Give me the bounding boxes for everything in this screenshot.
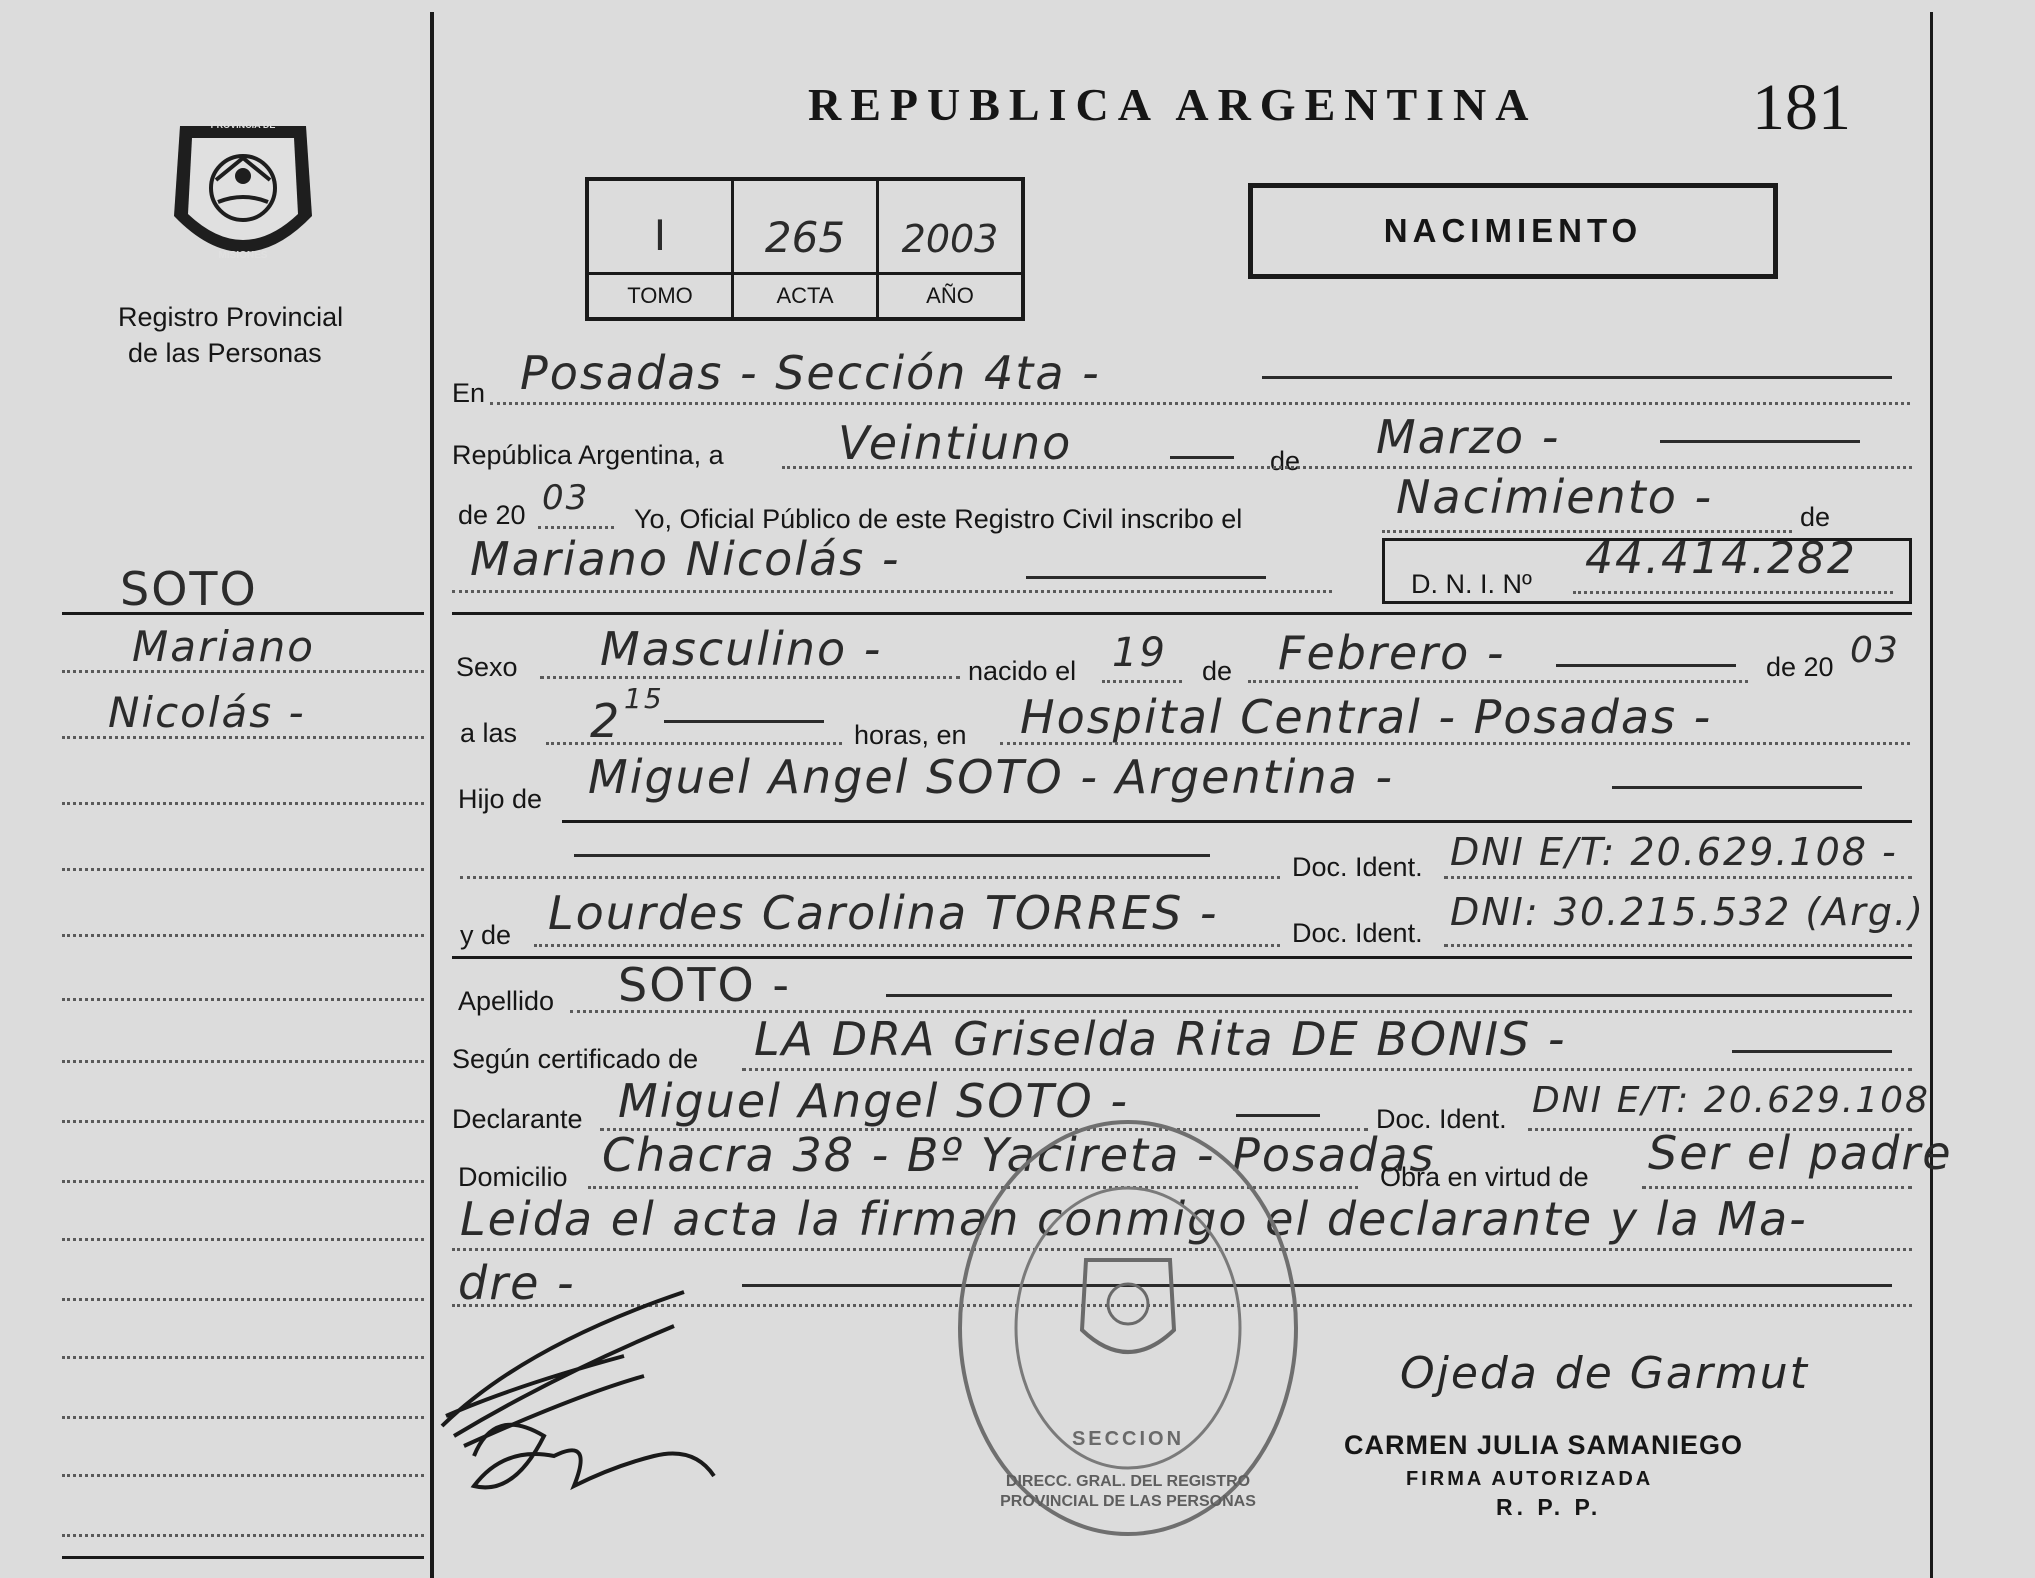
document-title: REPUBLICA ARGENTINA — [808, 79, 1538, 130]
day-dash — [1170, 456, 1234, 459]
section-rule-1 — [452, 612, 1912, 615]
child-name-value: Mariano Nicolás - — [470, 532, 901, 586]
page-number: 181 — [1752, 71, 1851, 144]
sidebar-rule — [62, 1474, 424, 1477]
year-prefix-label: de 20 — [458, 500, 526, 530]
stamp-text: DIRECC. GRAL. DEL REGISTRO PROVINCIAL DE LAS PERSONAS — [1000, 1473, 1256, 1510]
inscribo-label: Yo, Oficial Público de este Registro Civil inscribo el — [634, 504, 1243, 534]
acta-label: ACTA — [734, 272, 876, 317]
handwritten-signature-icon — [434, 1286, 744, 1516]
apellido-value: SOTO - — [618, 958, 791, 1012]
official-name: CARMEN JULIA SAMANIEGO — [1344, 1430, 1744, 1460]
certificado-label: Según certificado de — [452, 1044, 699, 1074]
domicilio-value: Chacra 38 - Bº Yacireta - Posadas — [602, 1128, 1436, 1182]
act-type-value: Nacimiento - — [1396, 470, 1714, 524]
domicilio-label: Domicilio — [458, 1162, 568, 1192]
official-role: FIRMA AUTORIZADA — [1406, 1468, 1654, 1490]
birth-month-dash — [1556, 664, 1736, 667]
horas-label: horas, en — [854, 720, 967, 750]
leido-line-2: dre - — [458, 1256, 576, 1310]
sidebar-surname-rule — [62, 612, 424, 615]
right-margin-rule — [1930, 12, 1933, 1578]
dni-rule — [1573, 591, 1893, 594]
sidebar-rule — [62, 1060, 424, 1063]
declarante-label: Declarante — [452, 1104, 583, 1134]
sidebar-rule — [62, 736, 424, 739]
mother-doc-rule — [1444, 944, 1912, 947]
sidebar-rule — [62, 1416, 424, 1419]
sidebar-first-name: Mariano — [132, 622, 315, 671]
acta-value: 265 — [764, 213, 846, 262]
birth-day-value: 19 — [1112, 630, 1167, 676]
sexo-rule — [540, 676, 960, 679]
birth-month-value: Febrero - — [1278, 626, 1506, 680]
birth-day-rule — [1102, 680, 1182, 683]
ano-value: 2003 — [901, 217, 999, 261]
province-seal-icon — [166, 106, 320, 274]
birth-month-rule — [1248, 680, 1748, 683]
hour-value: 2 — [590, 694, 622, 748]
dni-value: 44.414.282 — [1585, 533, 1857, 584]
sidebar-rule — [62, 670, 424, 673]
mother-doc-value: DNI: 30.215.532 (Arg.) — [1450, 890, 1925, 934]
doc-ident-label-declarante: Doc. Ident. — [1376, 1104, 1507, 1134]
seal-top-text: PROVINCIA DE — [210, 120, 276, 130]
hour-rule — [546, 742, 842, 745]
record-number-table — [585, 177, 1025, 321]
stamp-inner-text: SECCION — [1071, 1428, 1185, 1450]
registry-seal — [166, 106, 320, 274]
declarante-value: Miguel Angel SOTO - — [618, 1074, 1129, 1128]
acta-cell — [734, 181, 879, 317]
doc-ident-label-mother: Doc. Ident. — [1292, 918, 1423, 948]
tomo-cell — [589, 181, 734, 317]
child-name-dash — [1026, 576, 1266, 579]
tomo-value: I — [653, 211, 667, 260]
month-dash — [1660, 440, 1860, 443]
de-label-2: de — [1800, 502, 1831, 532]
registry-name-line1: Registro Provincial — [118, 302, 344, 332]
official-org: R. P. P. — [1496, 1494, 1602, 1520]
en-label: En — [452, 378, 486, 408]
sidebar-rule — [62, 1298, 424, 1301]
republica-label: República Argentina, a — [452, 440, 724, 470]
sidebar-rule — [62, 802, 424, 805]
father-extra-dash — [574, 854, 1210, 857]
certificante-rule — [742, 1068, 1912, 1071]
tomo-label: TOMO — [589, 272, 731, 317]
sexo-value: Masculino - — [600, 622, 883, 676]
month-value: Marzo - — [1376, 410, 1561, 464]
hour-minutes-value: 15 — [624, 682, 664, 715]
sidebar-rule — [62, 1534, 424, 1537]
certificante-value: LA DRA Griselda Rita DE BONIS - — [754, 1012, 1567, 1066]
sidebar-middle-name: Nicolás - — [108, 688, 306, 737]
year-suffix-value: 03 — [542, 478, 590, 518]
official-signature: Ojeda de Garmut — [1400, 1348, 1809, 1399]
father-extra-rule — [460, 876, 1280, 879]
hijo-label: Hijo de — [458, 784, 543, 814]
father-rule — [562, 820, 1912, 823]
sidebar-rule — [62, 1356, 424, 1359]
obra-value: Ser el padre — [1648, 1126, 1953, 1180]
doc-type-box — [1248, 183, 1778, 279]
y-de-label: y de — [460, 920, 512, 950]
sidebar-surname: SOTO — [120, 562, 258, 616]
sidebar-rule — [62, 934, 424, 937]
obra-label: Obra en virtud de — [1380, 1162, 1589, 1192]
nacido-label: nacido el — [968, 656, 1077, 686]
registry-name-line2: de las Personas — [128, 338, 322, 368]
father-value: Miguel Angel SOTO - Argentina - — [588, 750, 1395, 804]
hour-dash — [664, 720, 824, 723]
official-stamp — [952, 1112, 1304, 1544]
sidebar-rule — [62, 1238, 424, 1241]
place-rule — [490, 402, 1910, 405]
father-doc-rule — [1444, 876, 1912, 879]
apellido-label: Apellido — [458, 986, 555, 1016]
seal-bottom-text: MISIONES — [218, 250, 268, 261]
place-value: Posadas - Sección 4ta - — [520, 346, 1101, 400]
year-rule — [538, 526, 614, 529]
declarant-signature — [434, 1286, 744, 1516]
declarante-doc-value: DNI E/T: 20.629.108 — [1532, 1080, 1930, 1121]
dni-label: D. N. I. Nº — [1411, 569, 1532, 599]
sexo-label: Sexo — [456, 652, 518, 682]
ano-label: AÑO — [879, 272, 1021, 317]
republica-rule — [782, 466, 1912, 469]
birthplace-value: Hospital Central - Posadas - — [1020, 690, 1713, 744]
certificante-dash — [1732, 1050, 1892, 1053]
mother-value: Lourdes Carolina TORRES - — [548, 886, 1219, 940]
leido-dash — [742, 1284, 1892, 1287]
sidebar-rule — [62, 998, 424, 1001]
apellido-dash — [886, 994, 1892, 997]
de-20-label: de 20 — [1766, 652, 1834, 682]
de-label-3: de — [1202, 656, 1233, 686]
father-dash — [1612, 786, 1862, 789]
sidebar-rule — [62, 868, 424, 871]
sidebar-rule — [62, 1120, 424, 1123]
place-dash — [1262, 376, 1892, 379]
child-name-rule — [452, 590, 1332, 593]
ano-cell — [879, 181, 1021, 317]
de-label: de — [1270, 446, 1301, 476]
leido-line-1: Leida el acta la firman conmigo el declarante y la Ma- — [460, 1192, 1808, 1246]
doc-type-label: NACIMIENTO — [1383, 212, 1643, 249]
day-value: Veintiuno — [838, 416, 1073, 470]
a-las-label: a las — [460, 718, 518, 748]
mother-rule — [534, 944, 1280, 947]
birth-year-value: 03 — [1850, 630, 1900, 671]
obra-rule — [1642, 1186, 1912, 1189]
father-doc-value: DNI E/T: 20.629.108 - — [1450, 830, 1898, 874]
dni-box — [1382, 533, 1912, 604]
doc-ident-label-father: Doc. Ident. — [1292, 852, 1423, 882]
birthplace-rule — [1000, 742, 1910, 745]
sidebar-rule — [62, 1180, 424, 1183]
sidebar-bottom-rule — [62, 1556, 424, 1559]
